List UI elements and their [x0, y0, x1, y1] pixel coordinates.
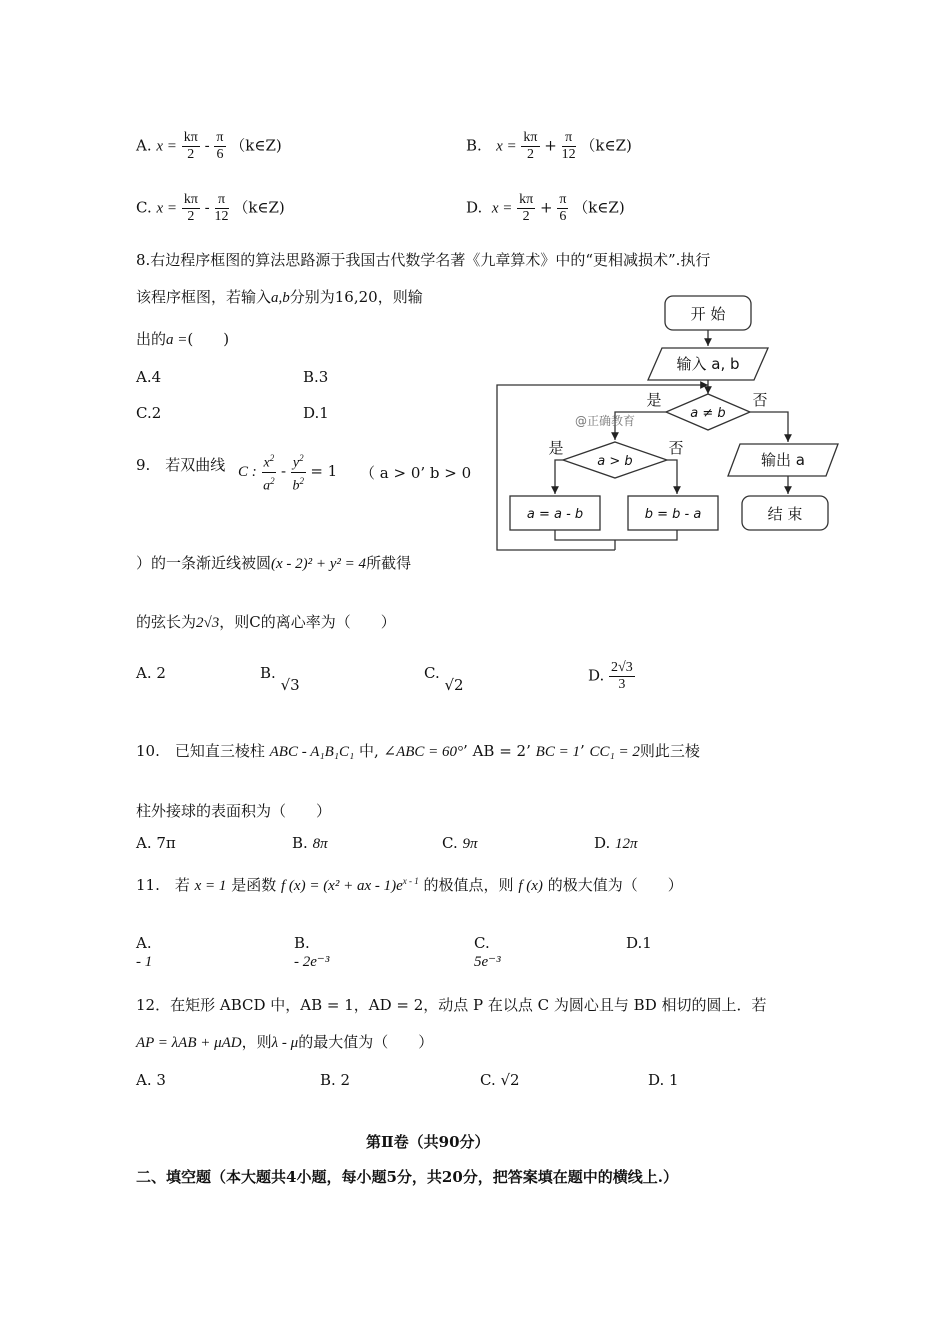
q9-line3: 的弦长为2√3，则C的离心率为（ ）: [136, 613, 396, 631]
q7-option-a: A. x = $\frac{k\pi}{2}$ - $\frac{\pi}{6}$ （k∈Z): [136, 130, 282, 162]
flow-start-label: 开 始: [690, 305, 726, 323]
q12-option-b: B. 2: [320, 1071, 351, 1089]
fraction: $\frac{\pi}{6}$: [559, 192, 567, 224]
q9-option-b: B. √3: [260, 664, 300, 694]
q11-option-c: C. 5e⁻³: [474, 934, 501, 970]
flow-cond1-label: a ≠ b: [690, 406, 726, 421]
section-title: 第Ⅱ卷（共90分）: [366, 1133, 490, 1151]
q8-option-b: B.3: [303, 368, 329, 386]
flow-end-label: 结 束: [767, 505, 803, 523]
fraction: $\frac{\pi}{6}$: [216, 130, 224, 162]
program-flowchart: [490, 290, 850, 560]
fraction: $\frac{2√3}{3}$: [611, 660, 633, 692]
fraction: $\frac{k\pi}{2}$: [519, 192, 534, 224]
fraction: $\frac{k\pi}{2}$: [183, 192, 198, 224]
q7-option-d: D. x = $\frac{k\pi}{2}$ + $\frac{\pi}{6}$ （k∈Z): [466, 192, 625, 224]
q12-option-a: A. 3: [136, 1071, 166, 1089]
q10-option-c: C. 9π: [442, 834, 478, 852]
flow-input-label: 输入 a, b: [676, 355, 740, 373]
q10-option-d: D. 12π: [594, 834, 638, 852]
flow-output-label: 输出 a: [761, 451, 805, 469]
q7-option-b: B. x = $\frac{k\pi}{2}$ + $\frac{\pi}{12}$ （k∈Z): [466, 130, 632, 162]
q11-option-a: A. - 1: [136, 934, 153, 970]
q8-option-d: D.1: [303, 404, 329, 422]
q10-option-b: B. 8π: [292, 834, 328, 852]
q9-hyperbola: C : $\frac{x^2}{a^2}$ - $\frac{y^2}{b^2}$ = 1: [238, 450, 337, 494]
fraction: $\frac{\pi}{12}$: [214, 192, 229, 224]
fraction: $\frac{x^2}{a^2}$: [262, 450, 277, 494]
q9-condition: （ a > 0’ b > 0: [360, 464, 472, 482]
fraction: $\frac{\pi}{12}$: [561, 130, 576, 162]
q10-option-a: A. 7π: [136, 834, 176, 852]
flow-no2-label: 否: [668, 439, 684, 457]
q10-line1: 10. 已知直三棱柱 ABC - A₁B₁C₁ 中, ∠ABC = 60°’ AB = 2’ BC = 1’ CC₁ = 2则此三棱: [136, 742, 700, 760]
fraction: $\frac{k\pi}{2}$: [183, 130, 198, 162]
q11-line1: 11. 若 x = 1 是函数 f (x) = (x² + ax - $1)e^{x - 1}$ 的极值点，则 f (x) 的极大值为（ ）: [136, 876, 683, 894]
flow-yes1-label: 是: [646, 391, 662, 409]
q8-line3: 出的a =( ): [136, 330, 230, 348]
q12-option-d: D. 1: [648, 1071, 679, 1089]
flow-cond2-label: a > b: [597, 454, 633, 469]
flow-no1-label: 否: [752, 391, 768, 409]
q10-line2: 柱外接球的表面积为（ ）: [136, 802, 332, 820]
q8-option-a: A.4: [136, 368, 162, 386]
q8-option-c: C.2: [136, 404, 162, 422]
q11-option-b: B. - 2e⁻³: [294, 934, 330, 970]
q8-line1: 8.右边程序框图的算法思路源于我国古代数学名著《九章算术》中的“更相减损术”.执行: [136, 251, 711, 269]
q12-line1: 12．在矩形 ABCD 中，AB = 1，AD = 2，动点 P 在以点 C 为圆心且与 BD 相切的圆上．若: [136, 996, 767, 1014]
q9-option-c: C. √2: [424, 664, 464, 694]
flow-assign-a-label: a = a - b: [526, 507, 584, 522]
flow-yes2-label: 是: [548, 439, 564, 457]
section-heading: 二、填空题（本大题共4小题，每小题5分，共20分，把答案填在题中的横线上.）: [136, 1168, 678, 1186]
q12-option-c: C. √2: [480, 1071, 520, 1089]
q9-line1: 9. 若双曲线: [136, 456, 226, 474]
q11-option-d: D.1: [626, 934, 652, 952]
q9-line2: ）的一条渐近线被圆(x - 2)² + y² = 4所截得: [136, 554, 412, 572]
q9-option-d: D. $\frac{2√3}{3}$: [588, 660, 633, 692]
q7-option-c: C. x = $\frac{k\pi}{2}$ - $\frac{\pi}{12}$ （k∈Z): [136, 192, 285, 224]
flow-assign-b-label: b = b - a: [644, 507, 702, 522]
q8-line2: 该程序框图，若输入a,b分别为16,20，则输: [136, 288, 423, 306]
q12-line2: AP = λAB + μAD，则λ - μ的最大值为（ ）: [136, 1033, 434, 1051]
flow-watermark: @正确教育: [574, 414, 636, 428]
fraction: $\frac{k\pi}{2}$: [523, 130, 538, 162]
fraction: $\frac{y^2}{b^2}$: [291, 450, 306, 494]
q9-option-a: A. 2: [136, 664, 166, 682]
